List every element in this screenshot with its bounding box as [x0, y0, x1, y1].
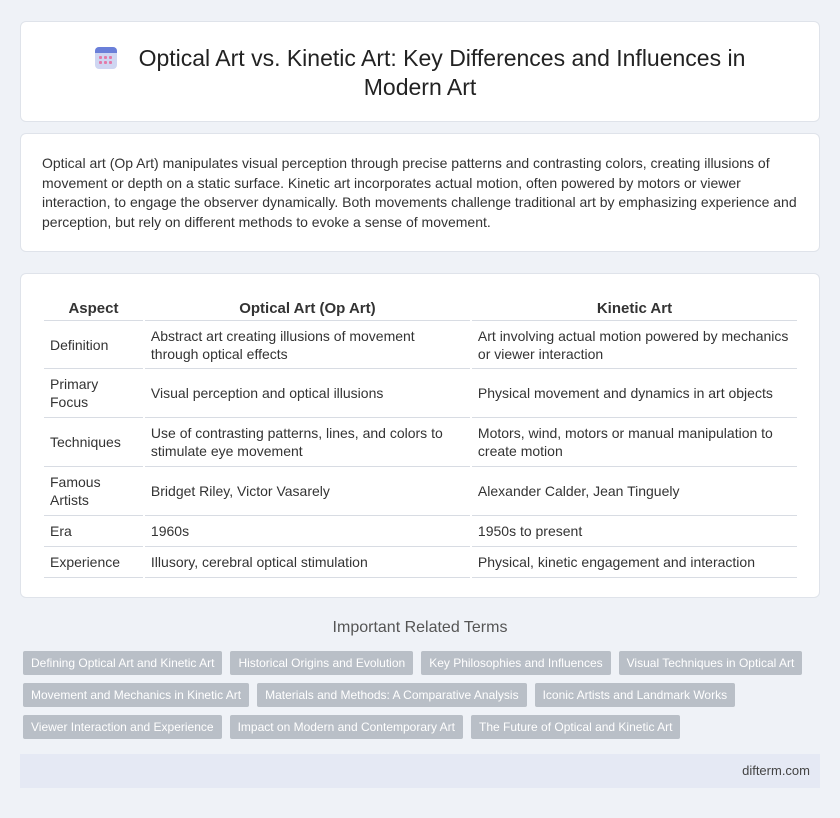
row-kinetic: Physical, kinetic engagement and interaction — [472, 547, 797, 578]
table-row — [44, 369, 797, 418]
row-aspect: Experience — [44, 547, 143, 578]
related-tag[interactable]: Viewer Interaction and Experience — [23, 715, 222, 739]
tag-row — [23, 683, 813, 707]
comparison-table — [42, 294, 799, 578]
calendar-grid-icon — [95, 47, 117, 69]
table-row — [44, 516, 797, 547]
header-kinetic-art: Kinetic Art — [472, 294, 797, 321]
row-optical: 1960s — [145, 516, 470, 547]
header-card — [20, 21, 820, 122]
row-kinetic: Art involving actual motion powered by mechanics or viewer interaction — [472, 321, 797, 369]
table-row — [44, 321, 797, 369]
intro-text: Optical art (Op Art) manipulates visual perception through precise patterns and contrasting colors, creating illusions of movement or depth on a static surface. Kinetic art incorporates actual motion, often powered by motors or viewer interaction, to engage the observer dynamically. Both movements challenge traditional art by emphasizing experience and perception, but rely on different methods to evoke a sense of movement. — [42, 155, 797, 230]
row-kinetic: Motors, wind, motors or manual manipulation to create motion — [472, 418, 797, 467]
row-aspect: Definition — [44, 321, 143, 369]
header-aspect: Aspect — [44, 294, 143, 321]
header-optical-art: Optical Art (Op Art) — [145, 294, 470, 321]
footer-site-link[interactable]: difterm.com — [742, 763, 810, 778]
related-tag[interactable]: Historical Origins and Evolution — [230, 651, 413, 675]
related-tag[interactable]: Iconic Artists and Landmark Works — [535, 683, 736, 707]
related-tag[interactable]: Materials and Methods: A Comparative Analysis — [257, 683, 526, 707]
related-tag[interactable]: The Future of Optical and Kinetic Art — [471, 715, 680, 739]
row-aspect: Techniques — [44, 418, 143, 467]
related-tag[interactable]: Key Philosophies and Influences — [421, 651, 610, 675]
row-optical: Abstract art creating illusions of movement through optical effects — [145, 321, 470, 369]
table-row — [44, 418, 797, 467]
related-tag[interactable]: Impact on Modern and Contemporary Art — [230, 715, 463, 739]
page-title-wrap — [21, 44, 819, 102]
table-row — [44, 547, 797, 578]
row-kinetic: Alexander Calder, Jean Tinguely — [472, 467, 797, 516]
related-terms-list — [23, 651, 813, 747]
footer — [20, 754, 820, 788]
row-aspect: Primary Focus — [44, 369, 143, 418]
tag-row — [23, 651, 813, 675]
related-tag[interactable]: Defining Optical Art and Kinetic Art — [23, 651, 222, 675]
row-optical: Illusory, cerebral optical stimulation — [145, 547, 470, 578]
intro-card — [20, 133, 820, 252]
row-optical: Use of contrasting patterns, lines, and colors to stimulate eye movement — [145, 418, 470, 467]
tag-row — [23, 715, 813, 739]
row-optical: Bridget Riley, Victor Vasarely — [145, 467, 470, 516]
table-row — [44, 467, 797, 516]
row-kinetic: 1950s to present — [472, 516, 797, 547]
row-kinetic: Physical movement and dynamics in art objects — [472, 369, 797, 418]
comparison-card — [20, 273, 820, 598]
table-header-row — [44, 294, 797, 321]
page-title: Optical Art vs. Kinetic Art: Key Differences and Influences in Modern Art — [138, 45, 746, 100]
related-tag[interactable]: Movement and Mechanics in Kinetic Art — [23, 683, 249, 707]
related-tag[interactable]: Visual Techniques in Optical Art — [619, 651, 803, 675]
related-terms-title: Important Related Terms — [332, 619, 508, 636]
row-aspect: Famous Artists — [44, 467, 143, 516]
row-optical: Visual perception and optical illusions — [145, 369, 470, 418]
row-aspect: Era — [44, 516, 143, 547]
